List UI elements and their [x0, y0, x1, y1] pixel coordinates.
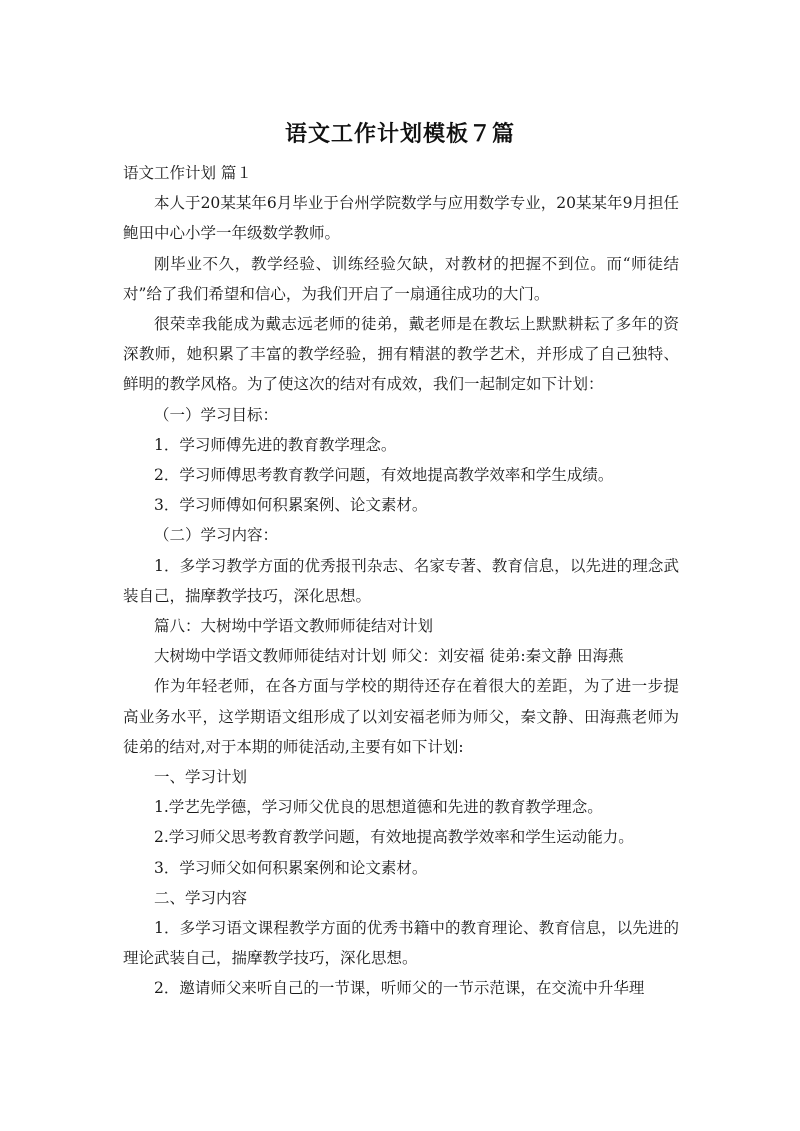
paragraph: 本人于20某某年6月毕业于台州学院数学与应用数学专业，20某某年9月担任鲍田中心小学一年级数学教师。	[123, 194, 679, 243]
subheading: （二）学习内容：	[154, 526, 279, 545]
list-item: 2．学习师傅思考教育教学问题，有效地提高教学效率和学生成绩。	[154, 466, 614, 485]
paragraph: 很荣幸我能成为戴志远老师的徒弟，戴老师是在教坛上默默耕耘了多年的资深教师，她积累了丰富的教学经验，拥有精湛的教学艺术，并形成了自己独特、鲜明的教学风格。为了使这次的结对有成效，我们一起制定如下计划：	[123, 315, 679, 394]
list-item: 3．学习师傅如何积累案例、论文素材。	[154, 496, 428, 515]
document-body	[123, 158, 679, 1004]
subheading: （一）学习目标：	[154, 405, 279, 424]
list-item: 1．多学习语文课程教学方面的优秀书籍中的教育理论、教育信息，以先进的理论武装自己，揣摩教学技巧，深化思想。	[123, 919, 679, 968]
paragraph: 大树坳中学语文教师师徒结对计划 师父：刘安福 徒弟:秦文静 田海燕	[154, 647, 624, 666]
document-title: 语文工作计划模板７篇	[284, 122, 515, 147]
section-heading: 篇八：大树坳中学语文教师师徒结对计划	[154, 617, 434, 636]
paragraph: 作为年轻老师，在各方面与学校的期待还存在着很大的差距，为了进一步提高业务水平，这学期语文组形成了以刘安福老师为师父，秦文静、田海燕老师为徒弟的结对,对于本期的师徒活动,主要有如下计划:	[123, 677, 679, 756]
list-item: 3．学习师父如何积累案例和论文素材。	[154, 858, 428, 877]
list-item: 2.学习师父思考教育教学问题，有效地提高教学效率和学生运动能力。	[154, 828, 634, 847]
paragraph: 刚毕业不久，教学经验、训练经验欠缺，对教材的把握不到位。而“师徒结对”给了我们希望和信心，为我们开启了一扇通往成功的大门。	[123, 254, 679, 303]
list-item: 1.学艺先学德，学习师父优良的思想道德和先进的教育教学理念。	[154, 798, 603, 817]
section-heading: 语文工作计划 篇１	[123, 164, 252, 182]
list-item: 1．多学习教学方面的优秀报刊杂志、名家专著、教育信息，以先进的理念武装自己，揣摩教学技巧，深化思想。	[123, 556, 679, 605]
subheading: 二、学习内容	[154, 888, 248, 907]
list-item: 1．学习师傅先进的教育教学理念。	[154, 435, 397, 454]
list-item: 2．邀请师父来听自己的一节课，听师父的一节示范课，在交流中升华理	[154, 979, 645, 998]
subheading: 一、学习计划	[154, 768, 248, 787]
